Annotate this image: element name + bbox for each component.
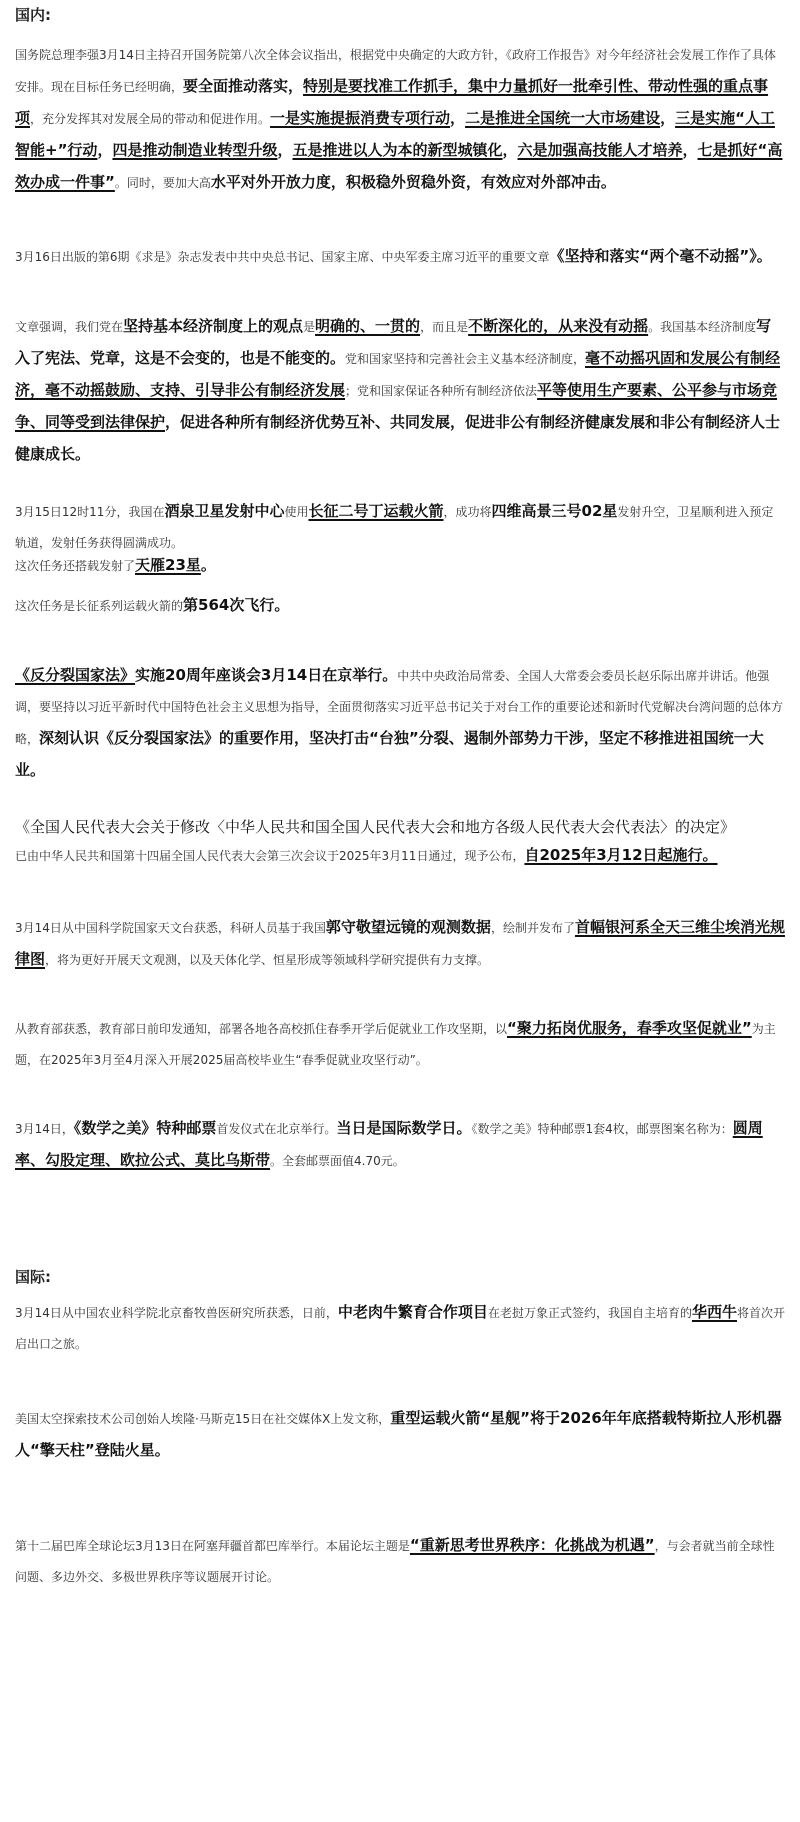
paragraph-flight-count: 这次任务是长征系列运载火箭的第564次飞行。 bbox=[15, 596, 290, 614]
paragraph-satellite-launch: 3月15日12时11分，我国在酒泉卫星发射中心使用长征二号丁运载火箭，成功将四维高景三号02星发射升空，卫星顺利进入预定轨道，发射任务获得圆满成功。 bbox=[15, 502, 774, 550]
paragraph-representative-law: 已由中华人民共和国第十四届全国人民代表大会第三次会议于2025年3月11日通过，现予公布，自2025年3月12日起施行。 bbox=[15, 846, 718, 864]
section-title-international: 国际: bbox=[15, 1268, 51, 1286]
paragraph-baku-forum: 第十二届巴库全球论坛3月13日在阿塞拜疆首都巴库举行。本届论坛主题是“重新思考世界秩序：化挑战为机遇”，与会者就当前全球性问题、多边外交、多极世界秩序等议题展开讨论。 bbox=[15, 1536, 775, 1584]
section-title-domestic: 国内: bbox=[15, 6, 51, 24]
paragraph-dust-map: 3月14日从中国科学院国家天文台获悉，科研人员基于我国郭守敬望远镜的观测数据，绘制并发布了首幅银河系全天三维尘埃消光规律图，将为更好开展天文观测，以及天体化学、恒星形成等领域科学研究提供有力支撑。 bbox=[15, 918, 785, 968]
paragraph-employment: 从教育部获悉，教育部日前印发通知，部署各地各高校抓住春季开学后促就业工作攻坚期，以“聚力拓岗优服务，春季攻坚促就业”为主题，在2025年3月至4月深入开展2025届高校毕业生“春季促就业攻坚行动”。 bbox=[15, 1019, 776, 1067]
paragraph-representative-law-title: 《全国人民代表大会关于修改〈中华人民共和国全国人民代表大会和地方各级人民代表大会代表法〉的决定》 bbox=[15, 818, 736, 836]
paragraph-tianyan: 这次任务还搭载发射了天雁23星。 bbox=[15, 556, 216, 574]
paragraph-basic-economic-system: 文章强调，我们党在坚持基本经济制度上的观点是明确的、一贯的，而且是不断深化的，从来没有动摇。我国基本经济制度写入了宪法、党章，这是不会变的，也是不能变的。党和国家坚持和完善社会主义基本经济制度，毫不动摇巩固和发展公有制经济，毫不动摇鼓励、支持、引导非公有制经济发展；党和国家保证各种所有制经济依法平等使用生产要素、公平参与市场竞争、同等受到法律保护，促进各种所有制经济优势互补、共同发展，促进非公有制经济健康发展和非公有制经济人士健康成长。 bbox=[15, 317, 781, 463]
paragraph-starship: 美国太空探索技术公司创始人埃隆·马斯克15日在社交媒体X上发文称，重型运载火箭“星舰”将于2026年年底搭载特斯拉人形机器人“擎天柱”登陆火星。 bbox=[15, 1409, 782, 1459]
paragraph-state-council: 国务院总理李强3月14日主持召开国务院第八次全体会议指出，根据党中央确定的大政方针，《政府工作报告》对今年经济社会发展工作作了具体安排。现在目标任务已经明确，要全面推动落实，特别是要找准工作抓手，集中力量抓好一批牵引性、带动性强的重点事项，充分发挥其对发展全局的带动和促进作用。一是实施提振消费专项行动，二是推进全国统一大市场建设，三是实施“人工智能+”行动，四是推动制造业转型升级，五是推进以人为本的新型城镇化，六是加强高技能人才培养，七是抓好“高效办成一件事”。同时，要加大高水平对外开放力度，积极稳外贸稳外资，有效应对外部冲击。 bbox=[15, 48, 783, 191]
paragraph-anti-secession-law: 《反分裂国家法》实施20周年座谈会3月14日在京举行。中共中央政治局常委、全国人大常委会委员长赵乐际出席并讲话。他强调，要坚持以习近平新时代中国特色社会主义思想为指导，全面贯彻落实习近平总书记关于对台工作的重要论述和新时代党解决台湾问题的总体方略，深刻认识《反分裂国家法》的重要作用，坚决打击“台独”分裂、遏制外部势力干涉，坚定不移推进祖国统一大业。 bbox=[15, 666, 784, 779]
paragraph-cattle-export: 3月14日从中国农业科学院北京畜牧兽医研究所获悉，日前，中老肉牛繁育合作项目在老挝万象正式签约，我国自主培育的华西牛将首次开启出口之旅。 bbox=[15, 1303, 785, 1351]
paragraph-qiushi: 3月16日出版的第6期《求是》杂志发表中共中央总书记、国家主席、中央军委主席习近平的重要文章《坚持和落实“两个毫不动摇”》。 bbox=[15, 247, 772, 265]
paragraph-math-stamps: 3月14日，《数学之美》特种邮票首发仪式在北京举行。当日是国际数学日。《数学之美》特种邮票1套4枚，邮票图案名称为：圆周率、勾股定理、欧拉公式、莫比乌斯带。全套邮票面值4.70元。 bbox=[15, 1119, 763, 1169]
